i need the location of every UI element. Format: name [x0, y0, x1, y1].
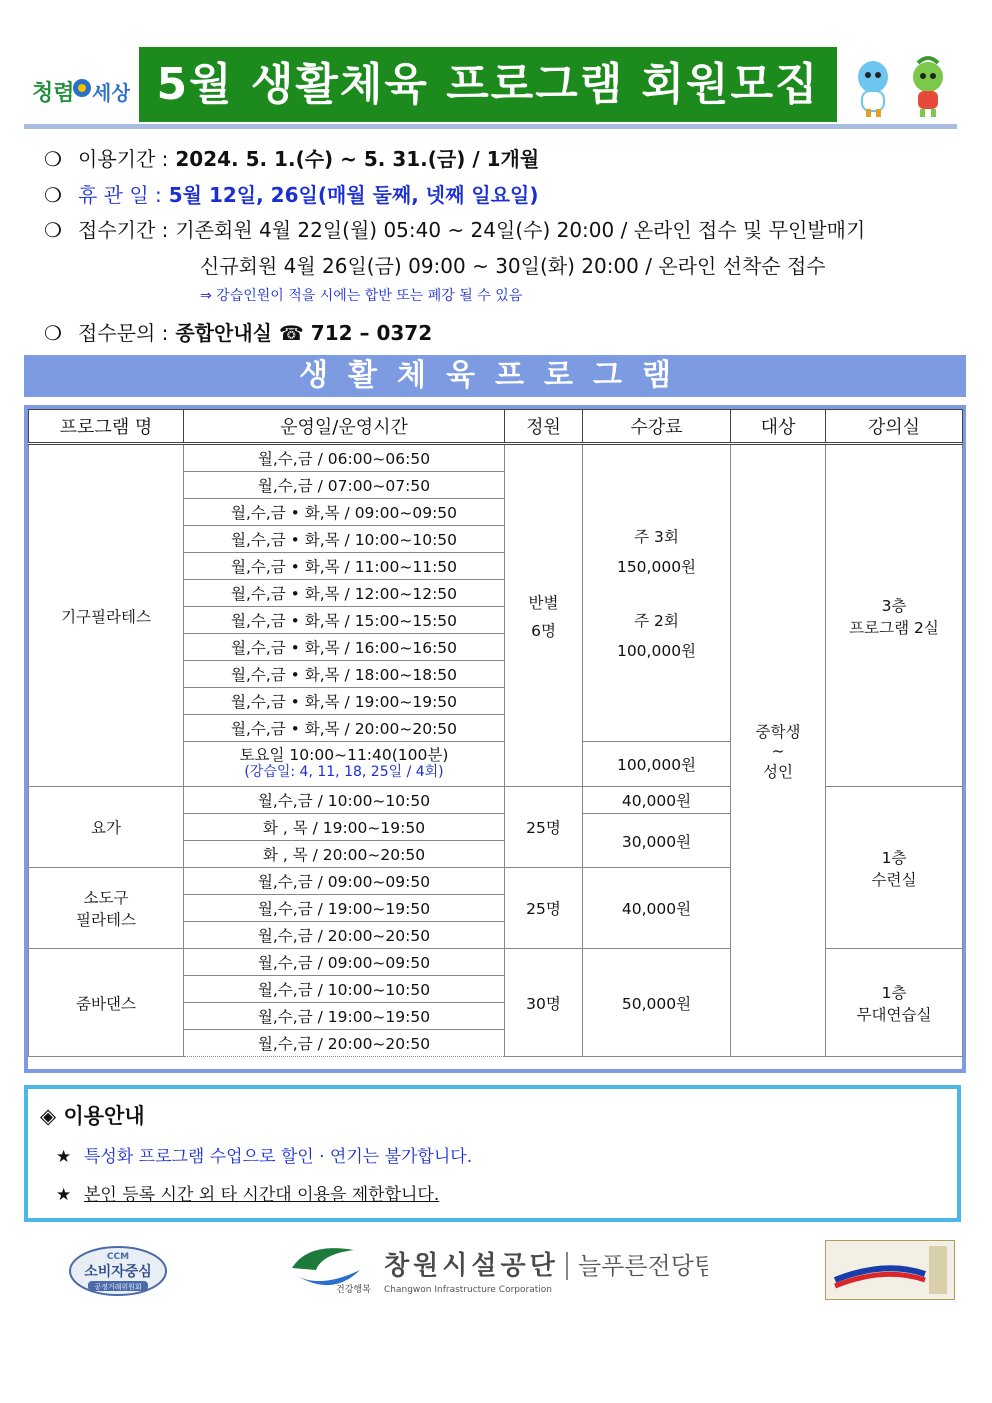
- ccm-main: 소비자중심: [84, 1264, 152, 1280]
- info-reg-new: 신규회원 4월 26일(금) 09:00 ~ 30일(화) 20:00 / 온라인 선착순 접수: [200, 254, 826, 278]
- section-banner: 생활체육프로그램: [24, 355, 966, 397]
- fee-pilates-3x-price: 150,000원: [616, 558, 697, 576]
- schedule-cell: 월,수,금 / 10:00~10:50: [184, 787, 505, 814]
- schedule-cell: 월,수,금 / 20:00~20:50: [184, 1030, 505, 1057]
- bullet-icon: ❍: [44, 147, 62, 171]
- bullet-icon: ❍: [44, 218, 62, 242]
- schedule-cell: 월,수,금 / 06:00~06:50: [184, 444, 505, 472]
- integrity-logo-right: 세상: [92, 81, 130, 105]
- corp-team: 늘푸른전당팀: [578, 1252, 708, 1280]
- schedule-cell: 월,수,금 • 화,목 / 16:00~16:50: [184, 634, 505, 661]
- schedule-cell: 월,수,금 • 화,목 / 11:00~11:50: [184, 553, 505, 580]
- room-zumba-floor: 1층: [881, 983, 907, 1002]
- info-inquiry: [44, 317, 432, 346]
- notice-line-2: [56, 1180, 439, 1205]
- target-cell: [731, 444, 826, 1057]
- capacity-pilates-line1: 반별: [528, 593, 559, 612]
- program-name-yoga: 요가: [29, 787, 184, 868]
- page-title: 5월 생활체육 프로그램 회원모집: [139, 47, 837, 122]
- bullet-icon: ❍: [44, 321, 62, 345]
- fee-pilates-2x: 주 2회: [634, 612, 679, 630]
- capacity-pilates: [505, 444, 583, 787]
- schedule-cell: 월,수,금 • 화,목 / 12:00~12:50: [184, 580, 505, 607]
- info-inquiry-value: 종합안내실 ☎ 712 – 0372: [175, 321, 433, 345]
- notice-line-1-text: 특성화 프로그램 수업으로 할인 · 연기는 불가합니다.: [84, 1147, 473, 1167]
- corp-name: 창원시설공단: [384, 1251, 559, 1281]
- schedule-cell: 월,수,금 / 10:00~10:50: [184, 976, 505, 1003]
- info-reg-note: ⇒ 강습인원이 적을 시에는 합반 또는 폐강 될 수 있음: [200, 288, 523, 304]
- ccm-sub: 공정거래위원회: [94, 1283, 142, 1291]
- fee-pilates: [583, 444, 731, 742]
- corporation-logo: [288, 1240, 708, 1300]
- capacity-yoga: 25명: [505, 787, 583, 868]
- room-1f: [826, 787, 963, 949]
- program-name-small-pilates: [29, 868, 184, 949]
- info-period: [44, 143, 539, 172]
- star-icon: ★: [56, 1185, 72, 1205]
- schedule-saturday-time: 토요일 10:00~11:40(100분): [239, 746, 449, 764]
- header-program: 프로그램 명: [29, 410, 184, 444]
- fee-pilates-3x: 주 3회: [634, 528, 679, 546]
- info-closed: [44, 179, 538, 208]
- fee-pilates-2x-price: 100,000원: [616, 642, 697, 660]
- room-pilates-name: 프로그램 2실: [849, 618, 939, 637]
- info-inquiry-label: 접수문의 :: [78, 321, 169, 345]
- star-icon: ★: [56, 1147, 72, 1167]
- header-target: 대상: [731, 410, 826, 444]
- schedule-cell: 월,수,금 / 07:00~07:50: [184, 472, 505, 499]
- room-1f-floor: 1층: [881, 848, 907, 867]
- info-period-label: 이용기간 :: [78, 147, 169, 171]
- schedule-cell: 화 , 목 / 20:00~20:50: [184, 841, 505, 868]
- ccm-logo: [68, 1245, 168, 1295]
- target-line2: ~: [771, 741, 785, 760]
- info-period-value: 2024. 5. 1.(수) ~ 5. 31.(금) / 1개월: [175, 147, 540, 171]
- service-quality-badge: [825, 1240, 955, 1300]
- schedule-cell: 월,수,금 • 화,목 / 19:00~19:50: [184, 688, 505, 715]
- corp-english: Changwon Infrastructure Corporation: [384, 1285, 552, 1295]
- schedule-cell: 화 , 목 / 19:00~19:50: [184, 814, 505, 841]
- capacity-small: 25명: [505, 868, 583, 949]
- header-schedule: 운영일/운영시간: [184, 410, 505, 444]
- fee-zumba: 50,000원: [583, 949, 731, 1057]
- room-pilates: [826, 444, 963, 787]
- notice-line-2-text: 본인 등록 시간 외 타 시간대 이용을 제한합니다.: [84, 1185, 440, 1205]
- header-capacity: 정원: [505, 410, 583, 444]
- fee-yoga-tt: 30,000원: [583, 814, 731, 868]
- ccm-top: CCM: [106, 1252, 130, 1262]
- table-header-row: [29, 410, 963, 444]
- capacity-pilates-line2: 6명: [531, 621, 556, 640]
- target-line3: 성인: [763, 762, 793, 781]
- schedule-cell: 월,수,금 • 화,목 / 18:00~18:50: [184, 661, 505, 688]
- schedule-saturday: [184, 742, 505, 787]
- schedule-cell: 월,수,금 / 19:00~19:50: [184, 895, 505, 922]
- info-registration: [44, 214, 865, 243]
- room-zumba-name: 무대연습실: [856, 1005, 932, 1024]
- program-table: [24, 405, 966, 1073]
- room-pilates-floor: 3층: [881, 596, 907, 615]
- table-row: [29, 444, 963, 472]
- schedule-cell: 월,수,금 • 화,목 / 15:00~15:50: [184, 607, 505, 634]
- info-closed-value: 5월 12일, 26일(매월 둘째, 넷째 일요일): [168, 183, 539, 207]
- mascot-icon: [848, 55, 958, 120]
- bullet-icon: ❍: [44, 183, 62, 207]
- notice-title: ◈ 이용안내: [40, 1104, 145, 1128]
- capacity-zumba: 30명: [505, 949, 583, 1057]
- corp-slogan: 건강행복: [336, 1285, 371, 1295]
- fee-small: 40,000원: [583, 868, 731, 949]
- schedule-cell: 월,수,금 / 20:00~20:50: [184, 922, 505, 949]
- schedule-cell: 월,수,금 / 09:00~09:50: [184, 949, 505, 976]
- schedule-cell: 월,수,금 / 09:00~09:50: [184, 868, 505, 895]
- room-zumba: [826, 949, 963, 1057]
- fee-saturday: 100,000원: [583, 742, 731, 787]
- program-name-pilates: 기구필라테스: [29, 444, 184, 787]
- fee-yoga-mwf: 40,000원: [583, 787, 731, 814]
- schedule-saturday-dates: (강습일: 4, 11, 18, 25일 / 4회): [244, 764, 444, 780]
- schedule-cell: 월,수,금 • 화,목 / 09:00~09:50: [184, 499, 505, 526]
- header-room: 강의실: [826, 410, 963, 444]
- integrity-logo: [30, 60, 130, 120]
- program-name-small-line1: 소도구: [83, 889, 129, 907]
- schedule-cell: 월,수,금 • 화,목 / 20:00~20:50: [184, 715, 505, 742]
- room-1f-name: 수련실: [871, 870, 917, 889]
- schedule-cell: 월,수,금 • 화,목 / 10:00~10:50: [184, 526, 505, 553]
- notice-line-1: [56, 1142, 472, 1167]
- schedule-cell: 월,수,금 / 19:00~19:50: [184, 1003, 505, 1030]
- info-reg-existing: 기존회원 4월 22일(월) 05:40 ~ 24일(수) 20:00 / 온라인 접수 및 무인발매기: [175, 218, 866, 242]
- target-line1: 중학생: [755, 722, 801, 741]
- header-fee: 수강료: [583, 410, 731, 444]
- program-name-zumba: 줌바댄스: [29, 949, 184, 1057]
- program-name-small-line2: 필라테스: [76, 911, 136, 929]
- integrity-logo-left: 청렴: [32, 81, 75, 106]
- info-reg-label: 접수기간 :: [78, 218, 169, 242]
- info-closed-label: 휴 관 일 :: [78, 183, 162, 207]
- header-divider: [24, 124, 957, 129]
